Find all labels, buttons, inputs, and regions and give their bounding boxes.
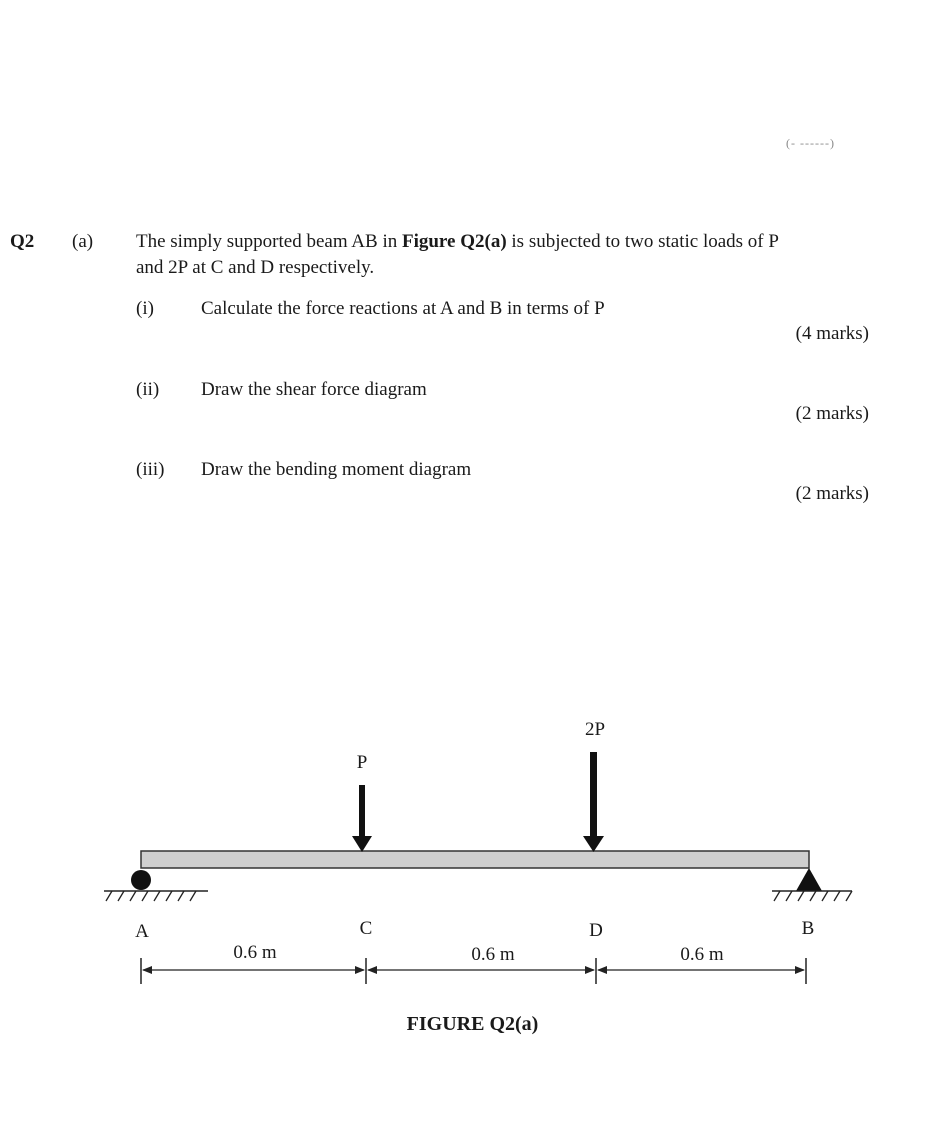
intro-post: is subjected to two static loads of P	[506, 231, 779, 252]
subpart-marks-i: (4 marks)	[795, 323, 869, 344]
intro-figure-ref: Figure Q2(a)	[401, 231, 507, 252]
subpart-label-iii: (iii)	[136, 459, 165, 480]
span-label-cd: 0.6 m	[471, 944, 515, 965]
point-label-a: A	[135, 921, 149, 942]
subpart-label-i: (i)	[136, 298, 154, 319]
question-intro-line2: and 2P at C and D respectively.	[136, 257, 375, 278]
intro-pre: The simply supported beam AB in	[136, 231, 402, 252]
subpart-marks-ii: (2 marks)	[795, 403, 869, 424]
span-label-ac: 0.6 m	[233, 942, 277, 963]
beam-figure	[0, 700, 945, 1060]
subpart-text-iii: Draw the bending moment diagram	[201, 459, 472, 480]
question-part: (a)	[72, 231, 94, 252]
subpart-text-ii: Draw the shear force diagram	[201, 379, 427, 400]
load-label-p: P	[356, 752, 368, 773]
question-number: Q2	[10, 231, 35, 252]
point-label-c: C	[359, 918, 373, 939]
subpart-text-i: Calculate the force reactions at A and B in terms of P	[201, 298, 605, 319]
span-label-db: 0.6 m	[680, 944, 724, 965]
load-label-2p: 2P	[584, 719, 606, 740]
roller-support-a	[104, 870, 208, 901]
header-fragment: (- ------)	[786, 136, 835, 150]
figure-caption: FIGURE Q2(a)	[406, 1013, 539, 1035]
load-arrow-2p	[583, 752, 604, 852]
subpart-marks-iii: (2 marks)	[795, 483, 869, 504]
beam	[141, 851, 809, 868]
point-label-b: B	[801, 918, 815, 939]
question-intro-line1	[136, 230, 779, 254]
pin-support-b	[772, 868, 852, 901]
point-label-d: D	[589, 920, 603, 941]
subpart-label-ii: (ii)	[136, 379, 160, 400]
load-arrow-p	[352, 785, 372, 852]
